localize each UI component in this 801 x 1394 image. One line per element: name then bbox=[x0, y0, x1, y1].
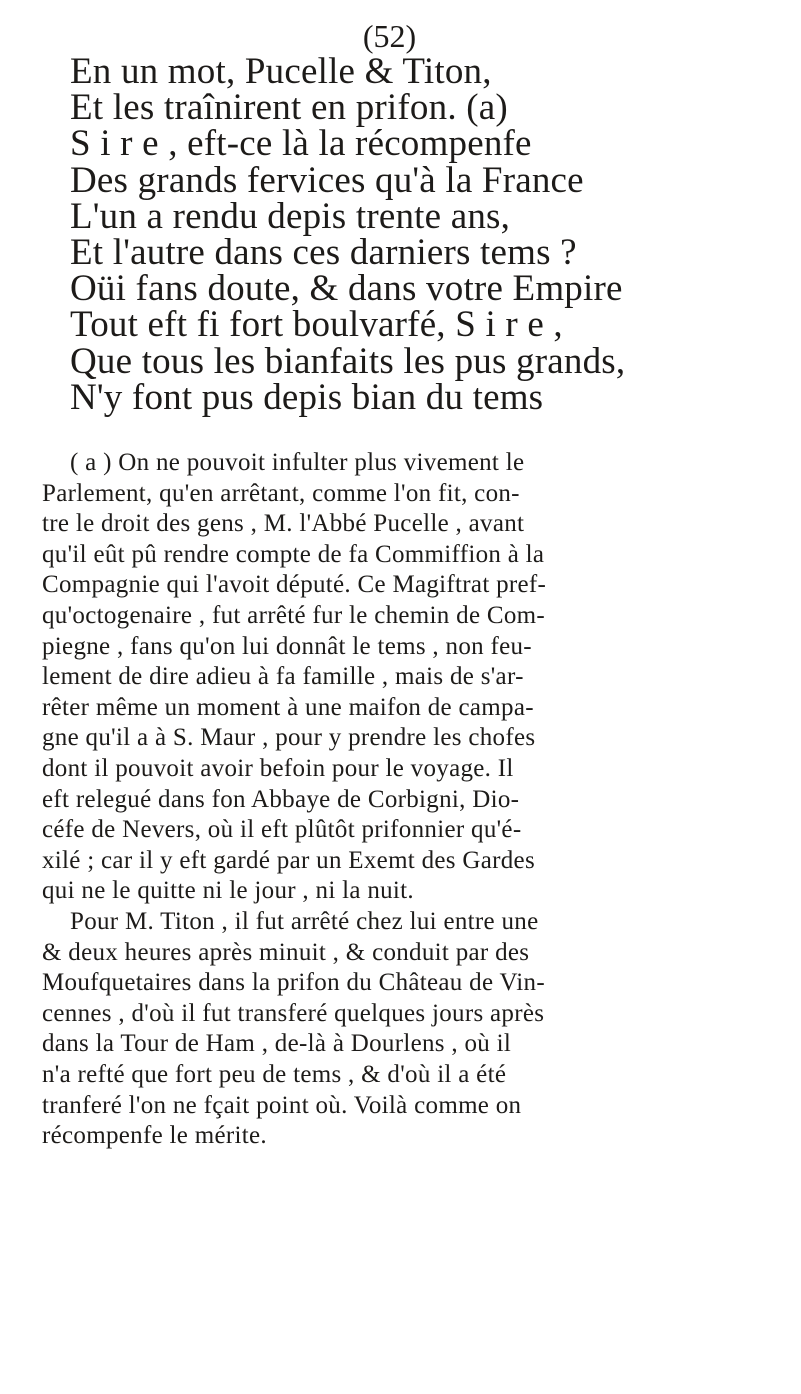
footnote-line: rêter même un moment à une maifon de campa- bbox=[42, 693, 534, 721]
verse-line: Que tous les bianfaits les pus grands, bbox=[70, 340, 626, 382]
footnote-line: eft relegué dans fon Abbaye de Corbigni, Dio- bbox=[42, 785, 520, 813]
verse-line: En un mot, Pucelle & Titon, bbox=[70, 51, 492, 92]
footnote-line: récompenfe le mérite. bbox=[42, 1122, 267, 1150]
footnote-line: Pour M. Titon , il fut arrêté chez lui entre une bbox=[70, 907, 539, 935]
footnote-line: & deux heures après minuit , & conduit par des bbox=[42, 938, 530, 966]
verse-line: S i r e , eft-ce là la récompenfe bbox=[70, 123, 532, 165]
verse-line: Des grands fervices qu'à la France bbox=[70, 159, 584, 201]
verse-line: Et l'autre dans ces darniers tems ? bbox=[70, 232, 577, 274]
footnote-line: Moufquetaires dans la prifon du Château de Vin- bbox=[42, 969, 545, 997]
footnote-line: gne qu'il a à S. Maur , pour y prendre les chofes bbox=[42, 724, 536, 752]
footnote-line: qu'il eût pû rendre compte de fa Commiffion à la bbox=[42, 540, 545, 568]
verse-line: Tout eft fi fort boulvarfé, S i r e , bbox=[70, 304, 563, 346]
page-number: (52) bbox=[362, 18, 417, 54]
footnote-line: dans la Tour de Ham , de-là à Dourlens , où il bbox=[42, 1030, 512, 1058]
footnote-line: piegne , fans qu'on lui donnât le tems , non feu- bbox=[42, 632, 532, 660]
footnote-line: dont il pouvoit avoir befoin pour le voyage. Il bbox=[42, 754, 514, 782]
footnote bbox=[42, 448, 747, 1152]
footnote-line: cennes , d'où il fut transferé quelques jours après bbox=[42, 999, 545, 1027]
footnote-line: qui ne le quitte ni le jour , ni la nuit. bbox=[42, 877, 414, 905]
footnote-line: tranferé l'on ne fçait point où. Voilà comme on bbox=[42, 1091, 522, 1119]
verse-line: Et les traînirent en prifon. (a) bbox=[70, 87, 508, 129]
footnote-line: xilé ; car il y eft gardé par un Exemt des Gardes bbox=[42, 846, 535, 874]
footnote-line: ( a ) On ne pouvoit infulter plus vivement le bbox=[70, 449, 525, 477]
footnote-line: n'a refté que fort peu de tems , & d'où il a été bbox=[42, 1060, 507, 1088]
verse-line: N'y font pus depis bian du tems bbox=[70, 376, 544, 418]
footnote-line: qu'octogenaire , fut arrêté fur le chemin de Com- bbox=[42, 602, 546, 629]
verse-block bbox=[42, 51, 747, 418]
footnote-line: Parlement, qu'en arrêtant, comme l'on fit, con- bbox=[42, 479, 520, 507]
footnote-line: Compagnie qui l'avoit député. Ce Magiftrat pref- bbox=[42, 571, 547, 599]
verse-line: L'un a rendu depis trente ans, bbox=[70, 195, 511, 237]
footnote-line: tre le droit des gens , M. l'Abbé Pucelle , avant bbox=[42, 510, 525, 538]
verse-line: Oüi fans doute, & dans votre Empire bbox=[70, 268, 623, 310]
footnote-line: lement de dire adieu à fa famille , mais de s'ar- bbox=[42, 663, 524, 691]
footnote-line: céfe de Nevers, où il eft plûtôt prifonnier qu'é- bbox=[42, 816, 522, 844]
